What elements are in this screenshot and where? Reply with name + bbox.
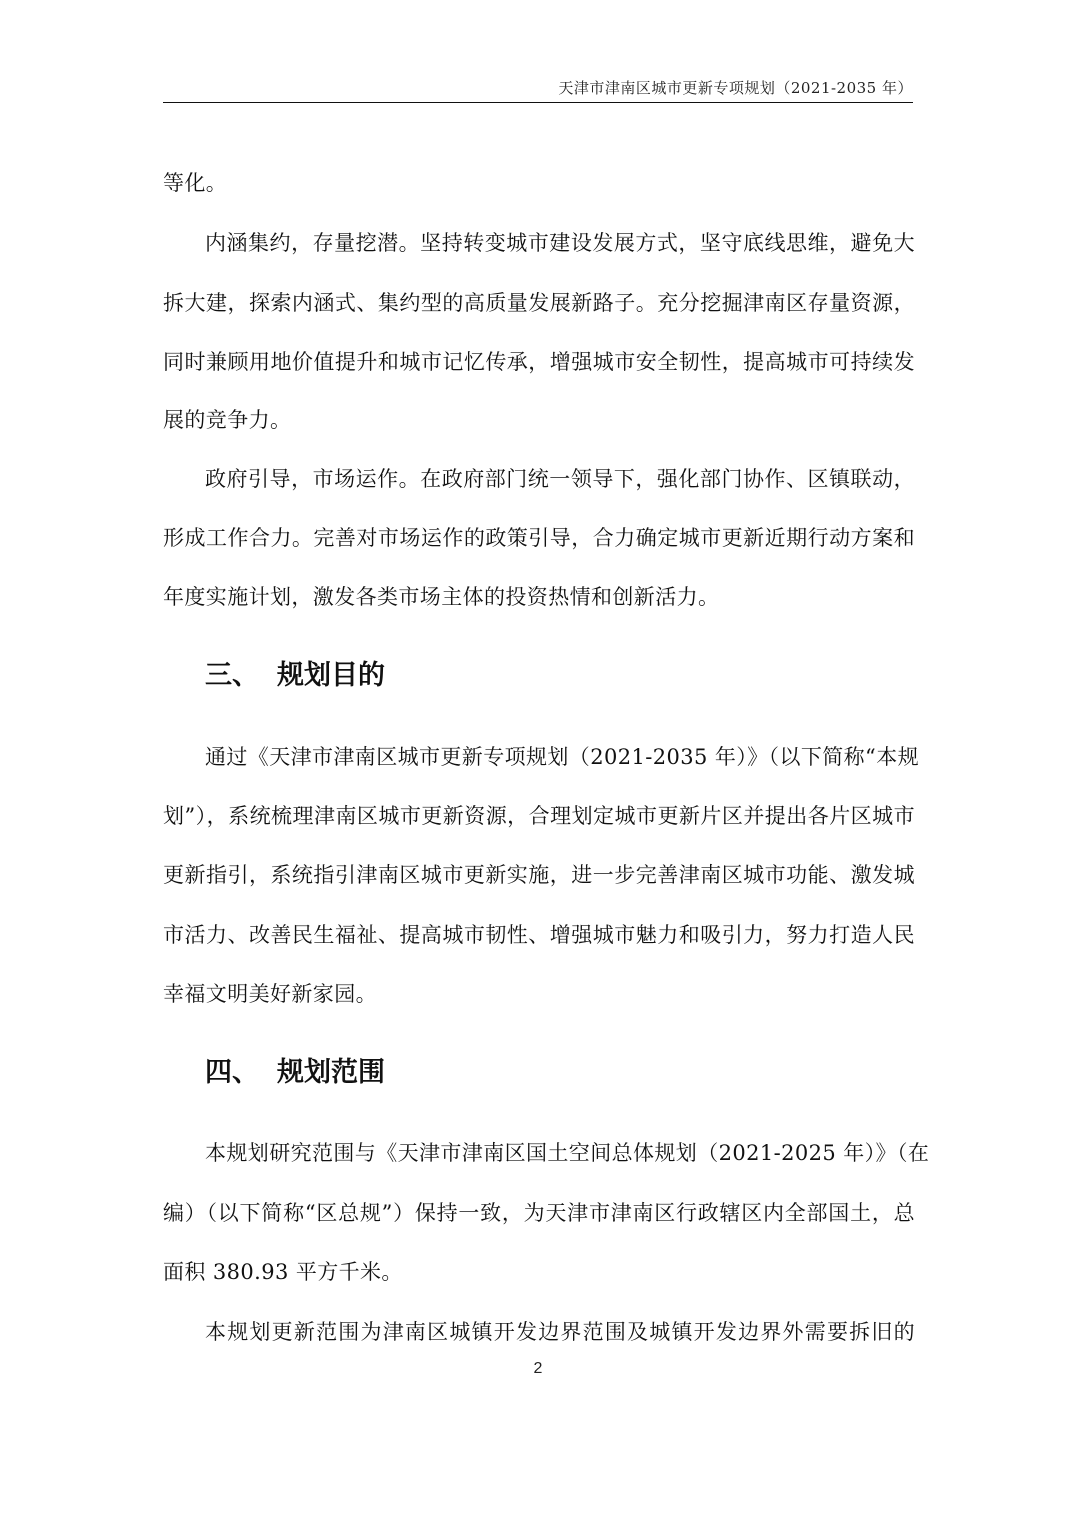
header-divider — [163, 102, 913, 103]
section-heading — [205, 1055, 385, 1091]
section-number: 四、 — [205, 1057, 259, 1088]
section-number: 三、 — [205, 660, 259, 691]
section-heading — [205, 658, 385, 694]
paragraph-line: 面积 380.93 平方千米。 — [163, 1260, 403, 1284]
paragraph-line: 市活力、改善民生福祉、提高城市韧性、增强城市魅力和吸引力，努力打造人民 — [163, 923, 915, 947]
paragraph-line: 年度实施计划，激发各类市场主体的投资热情和创新活力。 — [163, 585, 720, 609]
paragraph-line: 政府引导，市场运作。在政府部门统一领导下，强化部门协作、区镇联动， — [205, 467, 915, 491]
section-title: 规划目的 — [277, 660, 385, 691]
section-title: 规划范围 — [277, 1057, 385, 1088]
paragraph-line: 拆大建，探索内涵式、集约型的高质量发展新路子。充分挖掘津南区存量资源， — [163, 291, 915, 315]
paragraph-line: 划”），系统梳理津南区城市更新资源，合理划定城市更新片区并提出各片区城市 — [163, 804, 915, 828]
paragraph-line: 本规划研究范围与《天津市津南区国土空间总体规划（2021-2025 年）》（在 — [205, 1141, 930, 1165]
paragraph-line: 展的竞争力。 — [163, 408, 292, 432]
paragraph-line: 更新指引，系统指引津南区城市更新实施，进一步完善津南区城市功能、激发城 — [163, 863, 915, 887]
paragraph-line: 通过《天津市津南区城市更新专项规划（2021-2035 年）》（以下简称“本规 — [205, 745, 919, 769]
paragraph-line: 幸福文明美好新家园。 — [163, 982, 377, 1006]
page-number: 2 — [533, 1360, 543, 1377]
paragraph-line: 本规划更新范围为津南区城镇开发边界范围及城镇开发边界外需要拆旧的 — [205, 1320, 915, 1344]
paragraph-line: 同时兼顾用地价值提升和城市记忆传承，增强城市安全韧性，提高城市可持续发 — [163, 350, 915, 374]
header-title: 天津市津南区城市更新专项规划（2021-2035 年） — [558, 79, 913, 97]
paragraph-line: 形成工作合力。完善对市场运作的政策引导，合力确定城市更新近期行动方案和 — [163, 526, 915, 550]
paragraph-line: 内涵集约，存量挖潜。坚持转变城市建设发展方式，坚守底线思维，避免大 — [205, 231, 915, 255]
paragraph-line: 编）（以下简称“区总规”）保持一致，为天津市津南区行政辖区内全部国土，总 — [163, 1201, 915, 1225]
paragraph-line: 等化。 — [163, 171, 228, 195]
